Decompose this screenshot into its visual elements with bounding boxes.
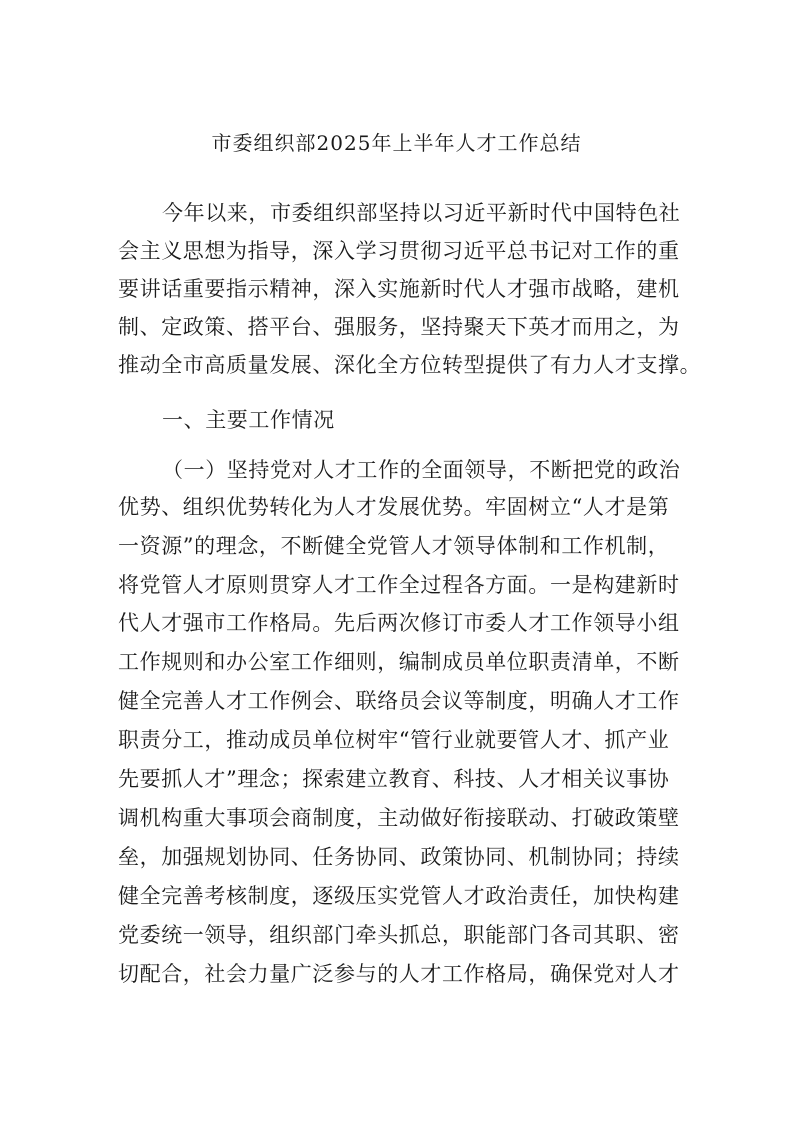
paragraph-line: 今年以来，市委组织部坚持以习近平新时代中国特色社 <box>162 201 681 225</box>
paragraph-line: （一）坚持党对人才工作的全面领导，不断把党的政治 <box>162 458 681 482</box>
paragraph-line: 一资源”的理念，不断健全党管人才领导体制和工作机制， <box>118 534 670 558</box>
paragraph-line: 将党管人才原则贯穿人才工作全过程各方面。一是构建新时 <box>118 573 680 597</box>
paragraph-line: 健全完善考核制度，逐级压实党管人才政治责任，加快构建 <box>118 884 680 908</box>
paragraph-line: 代人才强市工作格局。先后两次修订市委人才工作领导小组 <box>118 611 680 635</box>
section-heading: 一、主要工作情况 <box>162 408 335 432</box>
paragraph-line: 职责分工，推动成员单位树牢“管行业就要管人才、抓产业 <box>118 728 670 752</box>
paragraph-line: 切配合，社会力量广泛参与的人才工作格局，确保党对人才 <box>118 962 680 986</box>
paragraph-line: 会主义思想为指导，深入学习贯彻习近平总书记对工作的重 <box>118 239 680 263</box>
paragraph-line: 先要抓人才”理念；探索建立教育、科技、人才相关议事协 <box>118 767 670 791</box>
paragraph-line: 要讲话重要指示精神，深入实施新时代人才强市战略，建机 <box>118 277 680 301</box>
paragraph-line: 党委统一领导，组织部门牵头抓总，职能部门各司其职、密 <box>118 923 680 947</box>
paragraph-line: 优势、组织优势转化为人才发展优势。牢固树立“人才是第 <box>118 495 670 519</box>
paragraph-line: 推动全市高质量发展、深化全方位转型提供了有力人才支撑。 <box>118 353 702 377</box>
document-title: 市委组织部2025年上半年人才工作总结 <box>211 131 582 155</box>
paragraph-line: 调机构重大事项会商制度，主动做好衔接联动、打破政策壁 <box>118 806 680 830</box>
paragraph-line: 垒，加强规划协同、任务协同、政策协同、机制协同；持续 <box>118 845 680 869</box>
paragraph-line: 工作规则和办公室工作细则，编制成员单位职责清单，不断 <box>118 650 680 674</box>
paragraph-line: 制、定政策、搭平台、强服务，坚持聚天下英才而用之，为 <box>118 315 680 339</box>
paragraph-line: 健全完善人才工作例会、联络员会议等制度，明确人才工作 <box>118 689 680 713</box>
